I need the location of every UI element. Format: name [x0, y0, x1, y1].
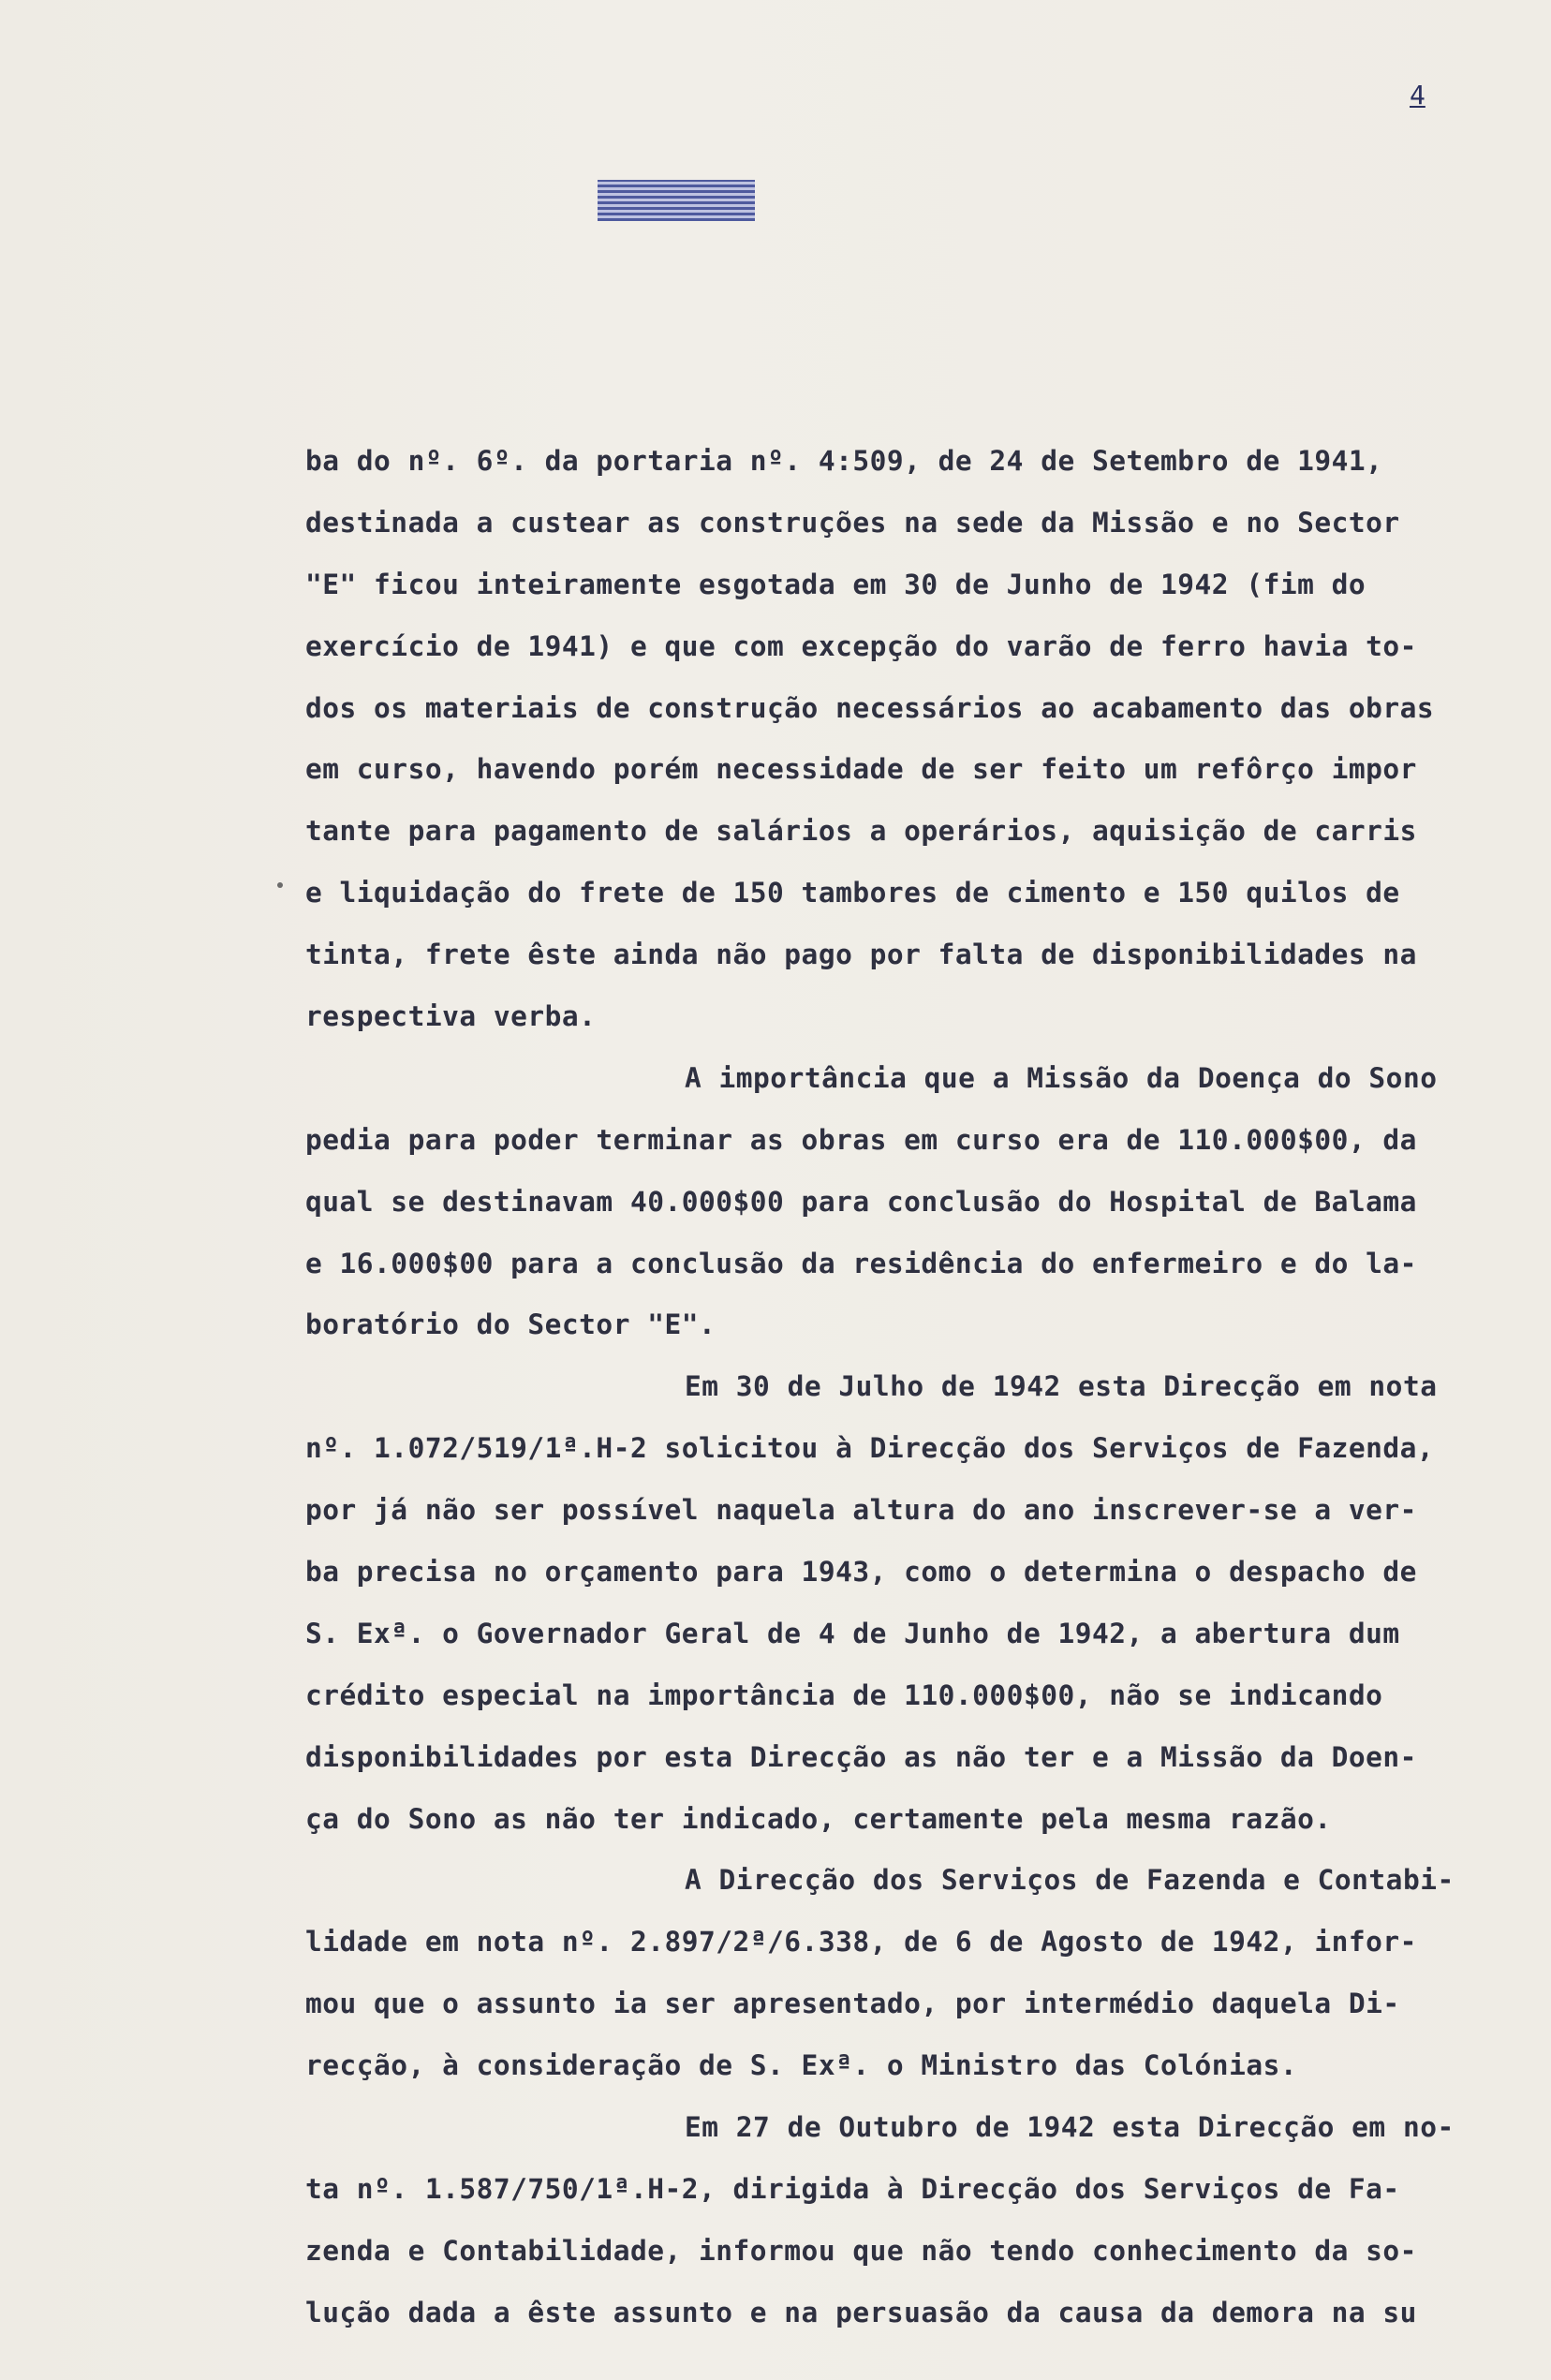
body-text	[305, 431, 1532, 2344]
text-line: crédito especial na importância de 110.000$00, não se indicando	[305, 1678, 1383, 1711]
paragraph-start-line: Em 30 de Julho de 1942 esta Direcção em nota	[685, 1370, 1438, 1403]
text-line: disponibilidades por esta Direcção as não ter e a Missão da Doen-	[305, 1740, 1417, 1773]
text-line: boratório do Sector "E".	[305, 1308, 716, 1341]
margin-dot	[277, 882, 283, 888]
text-line: "E" ficou inteiramente esgotada em 30 de Junho de 1942 (fim do	[305, 568, 1366, 600]
text-line: lidade em nota nº. 2.897/2ª/6.338, de 6 de Agosto de 1942, infor-	[305, 1926, 1417, 1959]
text-line: em curso, havendo porém necessidade de ser feito um refôrço impor	[305, 753, 1417, 786]
text-line: mou que o assunto ia ser apresentado, por intermédio daquela Di-	[305, 1988, 1400, 2020]
text-line: e liquidação do frete de 150 tambores de cimento e 150 quilos de	[305, 877, 1400, 909]
text-line: qual se destinavam 40.000$00 para conclusão do Hospital de Balama	[305, 1185, 1417, 1218]
text-line: e 16.000$00 para a conclusão da residência do enfermeiro e do la-	[305, 1247, 1417, 1279]
page-number: 4	[1410, 80, 1425, 111]
text-line: exercício de 1941) e que com excepção do varão de ferro havia to-	[305, 629, 1417, 662]
text-line: pedia para poder terminar as obras em curso era de 110.000$00, da	[305, 1123, 1417, 1156]
text-line: destinada a custear as construções na sede da Missão e no Sector	[305, 506, 1400, 539]
text-line: ba do nº. 6º. da portaria nº. 4:509, de 24 de Setembro de 1941,	[305, 445, 1383, 477]
text-line: recção, à consideração de S. Exª. o Ministro das Colónias.	[305, 2049, 1298, 2082]
text-line: tinta, frete êste ainda não pago por falta de disponibilidades na	[305, 939, 1417, 971]
text-line: respectiva verba.	[305, 1000, 597, 1033]
text-line: nº. 1.072/519/1ª.H-2 solicitou à Direcção dos Serviços de Fazenda,	[305, 1432, 1435, 1465]
text-line: tante para pagamento de salários a operários, aquisição de carris	[305, 815, 1417, 848]
paragraph-start-line: Em 27 de Outubro de 1942 esta Direcção em no-	[685, 2111, 1455, 2144]
redaction-mark	[598, 180, 755, 221]
text-line: S. Exª. o Governador Geral de 4 de Junho de 1942, a abertura dum	[305, 1617, 1400, 1649]
text-line: zenda e Contabilidade, informou que não tendo conhecimento da so-	[305, 2234, 1417, 2267]
text-line: por já não ser possível naquela altura do ano inscrever-se a ver-	[305, 1494, 1417, 1527]
text-line: ba precisa no orçamento para 1943, como o determina o despacho de	[305, 1556, 1417, 1589]
text-line: ça do Sono as não ter indicado, certamente pela mesma razão.	[305, 1802, 1332, 1835]
text-line: ta nº. 1.587/750/1ª.H-2, dirigida à Direcção dos Serviços de Fa-	[305, 2172, 1400, 2205]
text-line: dos os materiais de construção necessários ao acabamento das obras	[305, 691, 1435, 724]
paragraph-start-line: A Direcção dos Serviços de Fazenda e Contabi-	[685, 1864, 1455, 1897]
paragraph-start-line: A importância que a Missão da Doença do Sono	[685, 1061, 1438, 1094]
text-line: lução dada a êste assunto e na persuasão da causa da demora na su	[305, 2296, 1417, 2328]
